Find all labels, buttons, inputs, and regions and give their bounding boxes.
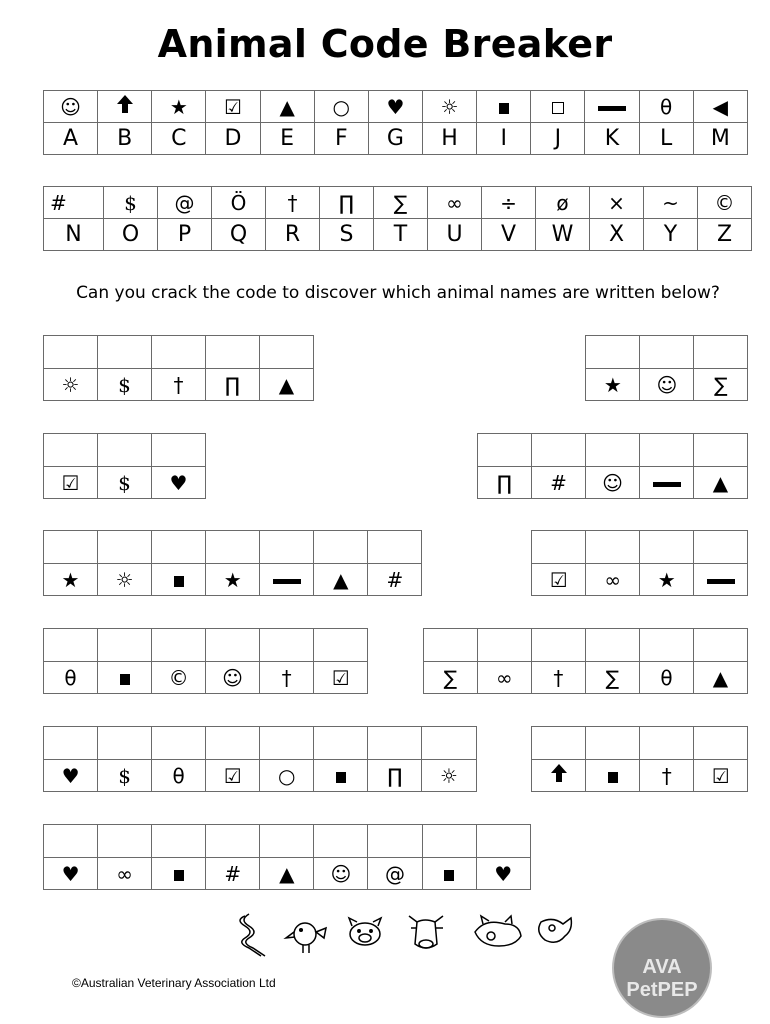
dollar-icon: $ <box>98 760 152 792</box>
empty-square-icon <box>531 91 585 123</box>
dagger-icon: † <box>266 187 320 219</box>
star-icon: ★ <box>44 564 98 596</box>
answer-cell[interactable] <box>44 727 98 760</box>
heart-icon: ♥ <box>44 760 98 792</box>
filled-square-icon <box>314 760 368 792</box>
smiley-icon: ☺ <box>640 369 694 401</box>
key-letter: R <box>266 219 320 251</box>
checkbox-icon: ☑ <box>206 760 260 792</box>
puzzle-word-2 <box>585 335 748 401</box>
key-letter: I <box>477 123 531 155</box>
logo-text: AVA PetPEP <box>626 956 698 1001</box>
sun-icon: ☼ <box>422 91 476 123</box>
answer-cell[interactable] <box>422 727 476 760</box>
triangle-icon: ▲ <box>694 467 748 499</box>
cow-icon <box>409 916 443 948</box>
heart-icon: ♥ <box>476 858 530 890</box>
puzzle-word-8 <box>423 628 748 694</box>
answer-cell[interactable] <box>206 629 260 662</box>
pi-icon: ∏ <box>368 760 422 792</box>
heart-icon: ♥ <box>152 467 206 499</box>
key-letter: Y <box>644 219 698 251</box>
answer-cell[interactable] <box>532 727 586 760</box>
ava-petpep-logo <box>612 918 712 1018</box>
divide-icon: ÷ <box>482 187 536 219</box>
hash-icon: # <box>368 564 422 596</box>
answer-cell[interactable] <box>206 336 260 369</box>
checkbox-icon: ☑ <box>314 662 368 694</box>
answer-cell[interactable] <box>314 531 368 564</box>
answer-cell[interactable] <box>152 531 206 564</box>
filled-square-icon <box>586 760 640 792</box>
answer-cell[interactable] <box>478 434 532 467</box>
key-letter: B <box>98 123 152 155</box>
answer-cell[interactable] <box>477 629 531 662</box>
star-icon: ★ <box>640 564 694 596</box>
key-letter: G <box>368 123 422 155</box>
sigma-icon: ∑ <box>694 369 748 401</box>
key-table-n-z <box>43 186 752 251</box>
infinity-icon: ∞ <box>98 858 152 890</box>
key-letters-row <box>44 123 748 155</box>
smiley-icon: ☺ <box>206 662 260 694</box>
answer-cell[interactable] <box>152 434 206 467</box>
infinity-icon: ∞ <box>428 187 482 219</box>
dollar-icon: $ <box>98 369 152 401</box>
answer-cell[interactable] <box>694 336 748 369</box>
puzzle-word-4 <box>477 433 748 499</box>
checkbox-icon: ☑ <box>206 91 260 123</box>
key-table-a-m <box>43 90 748 155</box>
smiley-icon: ☺ <box>44 91 98 123</box>
puzzle-word-6 <box>531 530 748 596</box>
key-letter: U <box>428 219 482 251</box>
filled-square-icon <box>152 858 206 890</box>
filled-square-icon <box>152 564 206 596</box>
key-letter: O <box>104 219 158 251</box>
answer-cell[interactable] <box>44 825 98 858</box>
key-letter: A <box>44 123 98 155</box>
triangle-icon: ▲ <box>314 564 368 596</box>
answer-cell[interactable] <box>640 727 694 760</box>
hash-icon: # <box>44 187 104 219</box>
pi-icon: ∏ <box>320 187 374 219</box>
checkbox-icon: ☑ <box>44 467 98 499</box>
key-letter: J <box>531 123 585 155</box>
triangle-icon: ▲ <box>693 662 747 694</box>
key-letter: D <box>206 123 260 155</box>
answer-cell[interactable] <box>368 825 422 858</box>
circle-icon: ○ <box>314 91 368 123</box>
answer-cell[interactable] <box>639 629 693 662</box>
answer-cell[interactable] <box>640 434 694 467</box>
page-title: Animal Code Breaker <box>157 22 613 66</box>
slashed-o-icon: ø <box>536 187 590 219</box>
heart-icon: ♥ <box>368 91 422 123</box>
times-icon: × <box>590 187 644 219</box>
dagger-icon: † <box>531 662 585 694</box>
answer-cell[interactable] <box>98 434 152 467</box>
up-arrow-icon <box>532 760 586 792</box>
answer-cell[interactable] <box>314 825 368 858</box>
hash-icon: # <box>532 467 586 499</box>
sun-icon: ☼ <box>422 760 476 792</box>
animal-illustrations <box>225 908 575 958</box>
copyright-footer: ©Australian Veterinary Association Ltd <box>72 976 276 990</box>
key-letter: P <box>158 219 212 251</box>
pig-icon <box>349 918 381 945</box>
key-letter: Z <box>698 219 752 251</box>
pi-icon: ∏ <box>206 369 260 401</box>
puzzle-word-9 <box>43 726 477 792</box>
answer-cell[interactable] <box>585 629 639 662</box>
answer-cell[interactable] <box>422 825 476 858</box>
answer-cell[interactable] <box>98 825 152 858</box>
answer-cell[interactable] <box>44 434 98 467</box>
key-letter: H <box>422 123 476 155</box>
key-letter: F <box>314 123 368 155</box>
star-icon: ★ <box>206 564 260 596</box>
circle-icon: ○ <box>260 760 314 792</box>
puzzle-word-5 <box>43 530 422 596</box>
answer-cell[interactable] <box>152 629 206 662</box>
dagger-icon: † <box>640 760 694 792</box>
key-letter: W <box>536 219 590 251</box>
answer-cell[interactable] <box>44 531 98 564</box>
infinity-icon: ∞ <box>586 564 640 596</box>
answer-cell[interactable] <box>423 629 477 662</box>
infinity-icon: ∞ <box>477 662 531 694</box>
answer-cell[interactable] <box>532 434 586 467</box>
checkbox-icon: ☑ <box>694 760 748 792</box>
up-arrow-icon <box>98 91 152 123</box>
copyright-icon: © <box>698 187 752 219</box>
bar-icon <box>585 91 639 123</box>
filled-square-icon <box>477 91 531 123</box>
hash-icon: # <box>206 858 260 890</box>
sigma-icon: ∑ <box>374 187 428 219</box>
triangle-icon: ▲ <box>260 369 314 401</box>
cat-icon <box>475 916 521 946</box>
puzzle-word-3 <box>43 433 206 499</box>
answer-cell[interactable] <box>206 727 260 760</box>
dog-icon <box>539 918 572 942</box>
bar-icon <box>640 467 694 499</box>
answer-cell[interactable] <box>586 434 640 467</box>
answer-cell[interactable] <box>260 336 314 369</box>
key-letter: K <box>585 123 639 155</box>
answer-cell[interactable] <box>152 336 206 369</box>
key-letter: N <box>44 219 104 251</box>
pi-icon: ∏ <box>478 467 532 499</box>
key-letter: T <box>374 219 428 251</box>
answer-cell[interactable] <box>98 531 152 564</box>
tilde-icon: ~ <box>644 187 698 219</box>
answer-cell[interactable] <box>260 531 314 564</box>
key-symbols-row <box>44 91 748 123</box>
answer-cell[interactable] <box>314 629 368 662</box>
answer-cell[interactable] <box>44 629 98 662</box>
answer-cell[interactable] <box>314 727 368 760</box>
o-umlaut-icon: Ö <box>212 187 266 219</box>
sun-icon: ☼ <box>98 564 152 596</box>
answer-cell[interactable] <box>260 825 314 858</box>
answer-cell[interactable] <box>368 727 422 760</box>
copyright-icon: © <box>152 662 206 694</box>
answer-cell[interactable] <box>98 336 152 369</box>
answer-cell[interactable] <box>152 825 206 858</box>
answer-cell[interactable] <box>586 336 640 369</box>
puzzle-word-1 <box>43 335 314 401</box>
answer-cell[interactable] <box>260 727 314 760</box>
sigma-icon: ∑ <box>423 662 477 694</box>
answer-cell[interactable] <box>694 434 748 467</box>
puzzle-word-7 <box>43 628 368 694</box>
answer-cell[interactable] <box>532 531 586 564</box>
key-letter: M <box>693 123 747 155</box>
answer-cell[interactable] <box>98 629 152 662</box>
star-icon: ★ <box>152 91 206 123</box>
filled-square-icon <box>422 858 476 890</box>
dagger-icon: † <box>152 369 206 401</box>
sun-icon: ☼ <box>44 369 98 401</box>
answer-cell[interactable] <box>531 629 585 662</box>
key-letter: Q <box>212 219 266 251</box>
sigma-icon: ∑ <box>585 662 639 694</box>
smiley-icon: ☺ <box>314 858 368 890</box>
star-icon: ★ <box>586 369 640 401</box>
key-letter: C <box>152 123 206 155</box>
answer-cell[interactable] <box>640 336 694 369</box>
key-letter: V <box>482 219 536 251</box>
heart-icon: ♥ <box>44 858 98 890</box>
answer-cell[interactable] <box>206 531 260 564</box>
bar-icon <box>260 564 314 596</box>
answer-cell[interactable] <box>368 531 422 564</box>
theta-icon: θ <box>152 760 206 792</box>
at-icon: @ <box>368 858 422 890</box>
puzzle-word-10 <box>531 726 748 792</box>
answer-cell[interactable] <box>476 825 530 858</box>
instructions: Can you crack the code to discover which animal names are written below? <box>76 283 720 303</box>
left-triangle-icon: ◀ <box>693 91 747 123</box>
answer-cell[interactable] <box>694 531 748 564</box>
key-letter: X <box>590 219 644 251</box>
answer-cell[interactable] <box>586 531 640 564</box>
bird-icon <box>286 923 326 953</box>
smiley-icon: ☺ <box>586 467 640 499</box>
triangle-icon: ▲ <box>260 858 314 890</box>
dollar-icon: $ <box>104 187 158 219</box>
checkbox-icon: ☑ <box>532 564 586 596</box>
key-letter: E <box>260 123 314 155</box>
answer-cell[interactable] <box>694 727 748 760</box>
answer-cell[interactable] <box>260 629 314 662</box>
answer-cell[interactable] <box>206 825 260 858</box>
bar-icon <box>694 564 748 596</box>
key-symbols-row <box>44 187 752 219</box>
triangle-icon: ▲ <box>260 91 314 123</box>
theta-icon: θ <box>639 91 693 123</box>
puzzle-word-11 <box>43 824 531 890</box>
key-letters-row <box>44 219 752 251</box>
answer-cell[interactable] <box>98 727 152 760</box>
answer-cell[interactable] <box>693 629 747 662</box>
answer-cell[interactable] <box>44 336 98 369</box>
theta-icon: θ <box>639 662 693 694</box>
filled-square-icon <box>98 662 152 694</box>
snake-icon <box>240 914 265 956</box>
theta-icon: θ <box>44 662 98 694</box>
at-icon: @ <box>158 187 212 219</box>
dollar-icon: $ <box>98 467 152 499</box>
dagger-icon: † <box>260 662 314 694</box>
key-letter: S <box>320 219 374 251</box>
key-letter: L <box>639 123 693 155</box>
answer-cell[interactable] <box>640 531 694 564</box>
answer-cell[interactable] <box>586 727 640 760</box>
answer-cell[interactable] <box>152 727 206 760</box>
